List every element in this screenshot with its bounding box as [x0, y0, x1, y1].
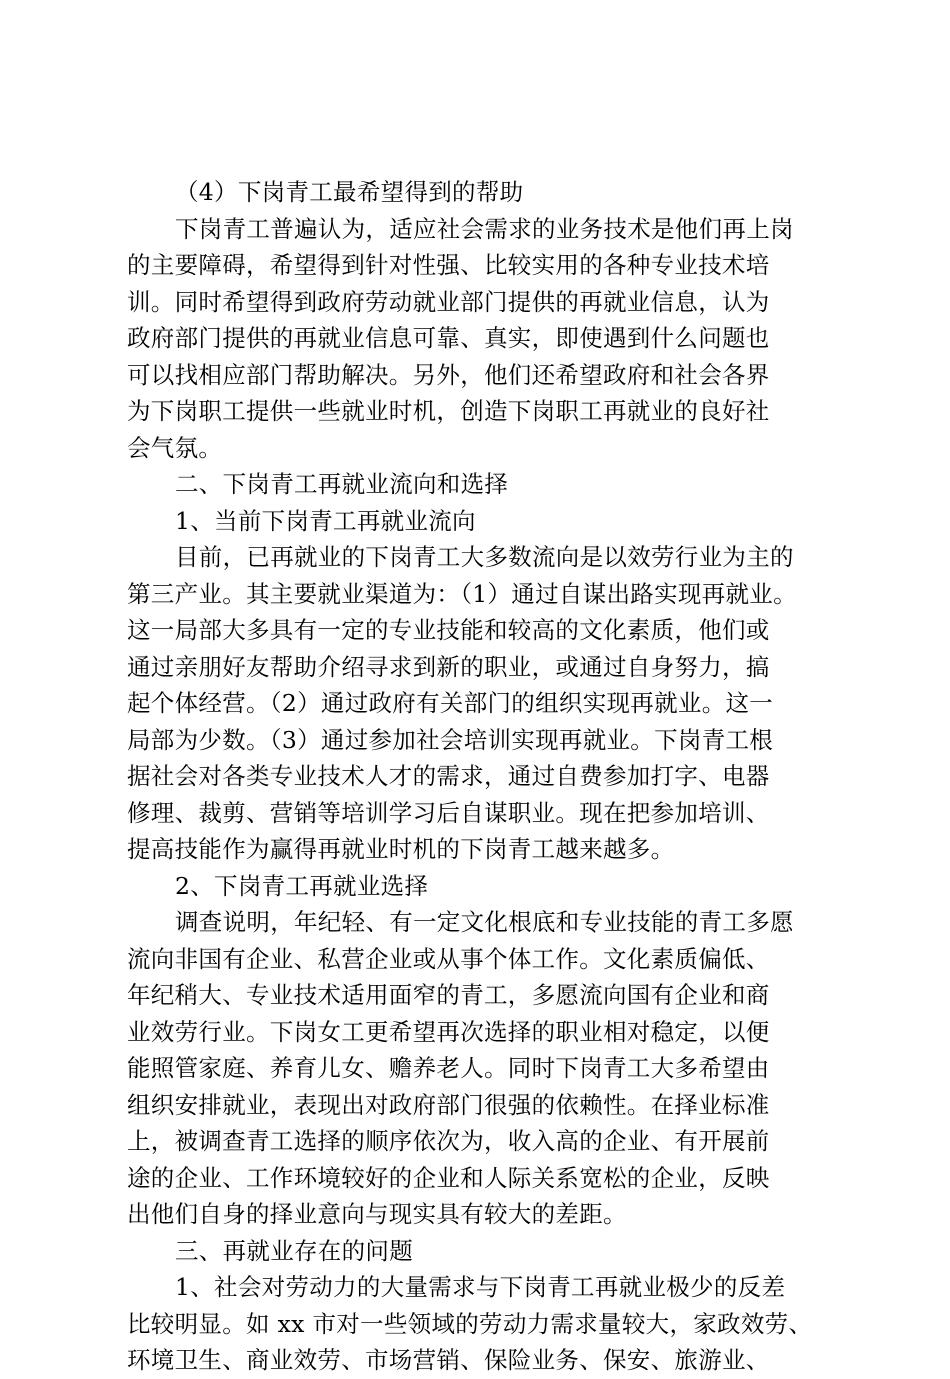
text-line: 为下岗职工提供一些就业时机，创造下岗职工再就业的良好社 [127, 397, 770, 425]
text-line: 提高技能作为赢得再就业时机的下岗青工越来越多。 [127, 835, 675, 863]
text-line: 上，被调查青工选择的顺序依次为，收入高的企业、有开展前 [127, 1127, 770, 1155]
text-line: 修理、裁剪、营销等培训学习后自谋职业。现在把参加培训、 [127, 798, 770, 827]
text-line: 的主要障碍，希望得到针对性强、比较实用的各种专业技术培 [127, 251, 770, 279]
text-line: 通过亲朋好友帮助介绍寻求到新的职业，或通过自身努力，搞 [127, 652, 770, 681]
text-line: 2、下岗青工再就业选择 [175, 871, 429, 900]
text-line: 1、社会对劳动力的大量需求与下岗青工再就业极少的反差 [175, 1273, 786, 1301]
text-line: 1、当前下岗青工再就业流向 [175, 506, 476, 535]
text-line: 下岗青工普遍认为，适应社会需求的业务技术是他们再上岗 [175, 214, 794, 243]
text-line: 业效劳行业。下岗女工更希望再次选择的职业相对稳定，以便 [127, 1017, 770, 1046]
document-body [127, 174, 833, 1379]
text-line: 起个体经营。（2）通过政府有关部门的组织实现再就业。这一 [127, 689, 774, 717]
text-line: 调查说明，年纪轻、有一定文化根底和专业技能的青工多愿 [175, 908, 794, 936]
text-line: 训。同时希望得到政府劳动就业部门提供的再就业信息，认为 [127, 287, 770, 316]
text-line: 政府部门提供的再就业信息可靠、真实，即使遇到什么问题也 [127, 324, 770, 352]
text-line: 可以找相应部门帮助解决。另外，他们还希望政府和社会各界 [127, 360, 770, 389]
text-line: 第三产业。其主要就业渠道为：（1）通过自谋出路实现再就业。 [127, 579, 797, 608]
text-line: 组织安排就业，表现出对政府部门很强的依赖性。在择业标准 [127, 1090, 770, 1119]
text-line: 环境卫生、商业效劳、市场营销、保险业务、保安、旅游业、 [127, 1346, 770, 1374]
text-line: 三、再就业存在的问题 [175, 1236, 413, 1265]
text-line: （4）下岗青工最希望得到的帮助 [175, 178, 524, 206]
text-line: 局部为少数。（3）通过参加社会培训实现再就业。下岗青工根 [127, 725, 774, 754]
text-line: 二、下岗青工再就业流向和选择 [175, 470, 509, 498]
text-line: 出他们自身的择业意向与现实具有较大的差距。 [127, 1200, 627, 1228]
text-line: 流向非国有企业、私营企业或从事个体工作。文化素质偏低、 [127, 944, 770, 973]
text-line: 年纪稍大、专业技术适用面窄的青工，多愿流向国有企业和商 [127, 981, 770, 1009]
text-line: 比较明显。如 xx 市对一些领域的劳动力需求量较大，家政效劳、 [127, 1309, 813, 1338]
text-line: 据社会对各类专业技术人才的需求，通过自费参加打字、电器 [127, 762, 770, 790]
text-line: 目前，已再就业的下岗青工大多数流向是以效劳行业为主的 [175, 543, 794, 571]
text-line: 途的企业、工作环境较好的企业和人际关系宽松的企业，反映 [127, 1163, 770, 1192]
text-line: 会气氛。 [127, 433, 223, 462]
text-line: 这一局部大多具有一定的专业技能和较高的文化素质，他们或 [127, 616, 770, 644]
text-line: 能照管家庭、养育儿女、赡养老人。同时下岗青工大多希望由 [127, 1054, 770, 1082]
